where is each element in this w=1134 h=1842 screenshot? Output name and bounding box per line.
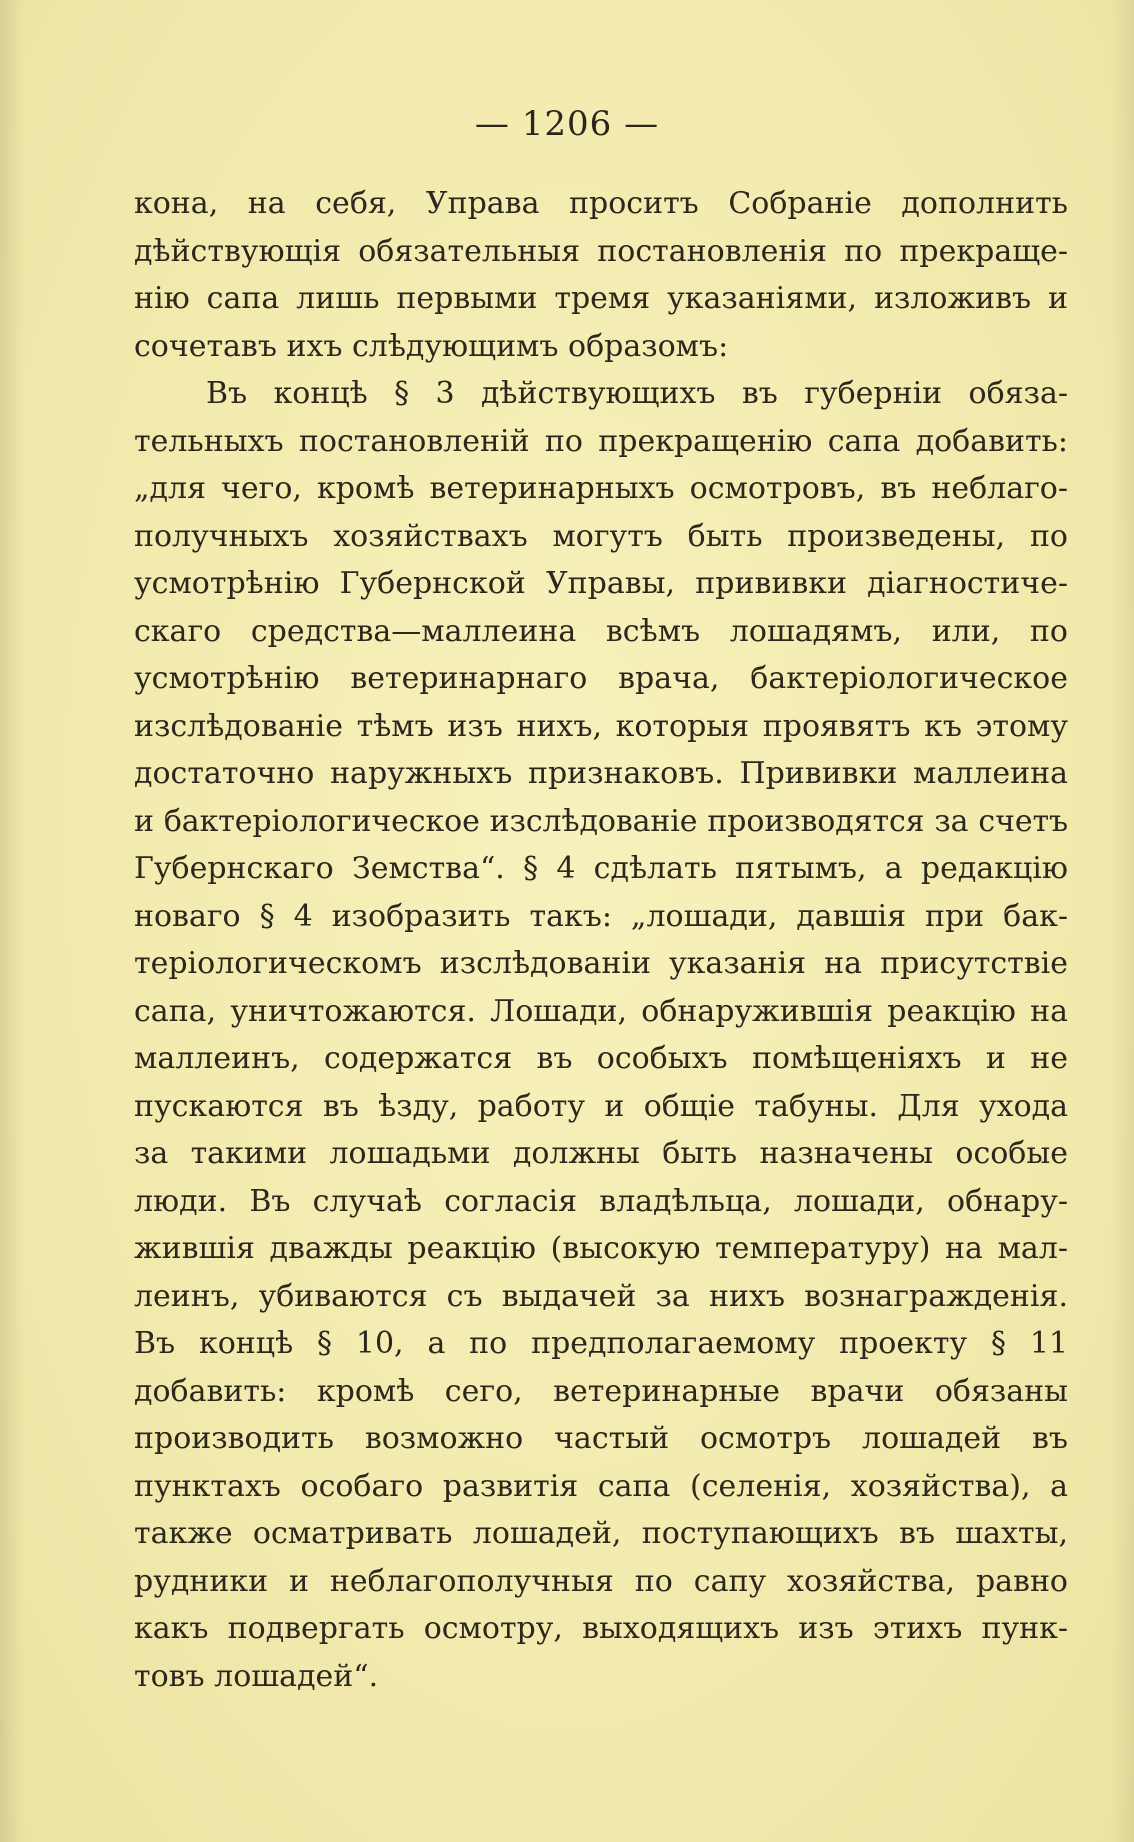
text-line: маллеинъ, содержатся въ особыхъ помѣщеніяхъ и не [134,1041,1068,1076]
text-line: тельныхъ постановленій по прекращенію сапа добавить: [134,423,1068,459]
text-line: получныхъ хозяйствахъ могутъ быть произведены, по [134,518,1068,554]
text-line: и бактеріологическое изслѣдованіе производятся за счетъ [134,803,1068,839]
text-line: люди. Въ случаѣ согласія владѣльца, лошади, обнару- [134,1183,1068,1219]
text-line: дѣйствующія обязательныя постановленія по прекраще- [134,233,1068,269]
text-line: леинъ, убиваются съ выдачей за нихъ вознагражденія. [134,1278,1068,1314]
text-line: также осматривать лошадей, поступающихъ въ шахты, [134,1516,1068,1551]
text-line: товъ лошадей“. [134,1658,379,1694]
text-line: жившія дважды реакцію (высокую температуру) на мал- [134,1231,1068,1266]
text-line: Въ концѣ § 10, а по предполагаемому проекту § 11 [134,1326,1068,1361]
text-line: за такими лошадьми должны быть назначены особые [134,1136,1068,1171]
text-line: усмотрѣнію ветеринарнаго врача, бактеріологическое [134,661,1068,696]
page-number: — 1206 — [474,104,660,144]
page-left-edge-shadow [0,0,24,1842]
text-line: сапа, уничтожаются. Лошади, обнаружившія реакцію на [134,993,1068,1029]
text-line: теріологическомъ изслѣдованіи указанія на присутствіе [134,946,1068,981]
text-line: пускаются въ ѣзду, работу и общіе табуны. Для ухода [134,1088,1068,1124]
text-line: скаго средства—маллеина всѣмъ лошадямъ, или, по [134,613,1068,649]
text-line: усмотрѣнію Губернской Управы, прививки діагностиче- [134,566,1068,601]
text-line: нію сапа лишь первыми тремя указаніями, изложивъ и [134,281,1068,316]
body-text [134,180,1068,1700]
text-line: добавить: кромѣ сего, ветеринарные врачи обязаны [134,1373,1068,1409]
text-line: новаго § 4 изобразить такъ: „лошади, давшія при бак- [134,898,1068,934]
text-line: Въ концѣ § 3 дѣйствующихъ въ губерніи обяза- [206,376,1068,411]
text-line: какъ подвергать осмотру, выходящихъ изъ этихъ пунк- [134,1611,1068,1646]
text-line: производить возможно частый осмотръ лошадей въ [134,1421,1068,1456]
text-line: сочетавъ ихъ слѣдующимъ образомъ: [134,328,729,364]
text-line: достаточно наружныхъ признаковъ. Прививки маллеина [134,756,1068,791]
text-line: рудники и неблагополучныя по сапу хозяйства, равно [134,1563,1068,1599]
text-line: пунктахъ особаго развитія сапа (селенія, хозяйства), а [134,1468,1068,1504]
text-line: кона, на себя, Управа проситъ Собраніе дополнить [134,186,1068,221]
page-right-edge-shadow [1110,0,1134,1842]
text-line: изслѣдованіе тѣмъ изъ нихъ, которыя проявятъ къ этому [134,708,1068,744]
text-line: „для чего, кромѣ ветеринарныхъ осмотровъ, въ неблаго- [134,471,1068,506]
text-line: Губернскаго Земства“. § 4 сдѣлать пятымъ, а редакцію [134,851,1068,886]
